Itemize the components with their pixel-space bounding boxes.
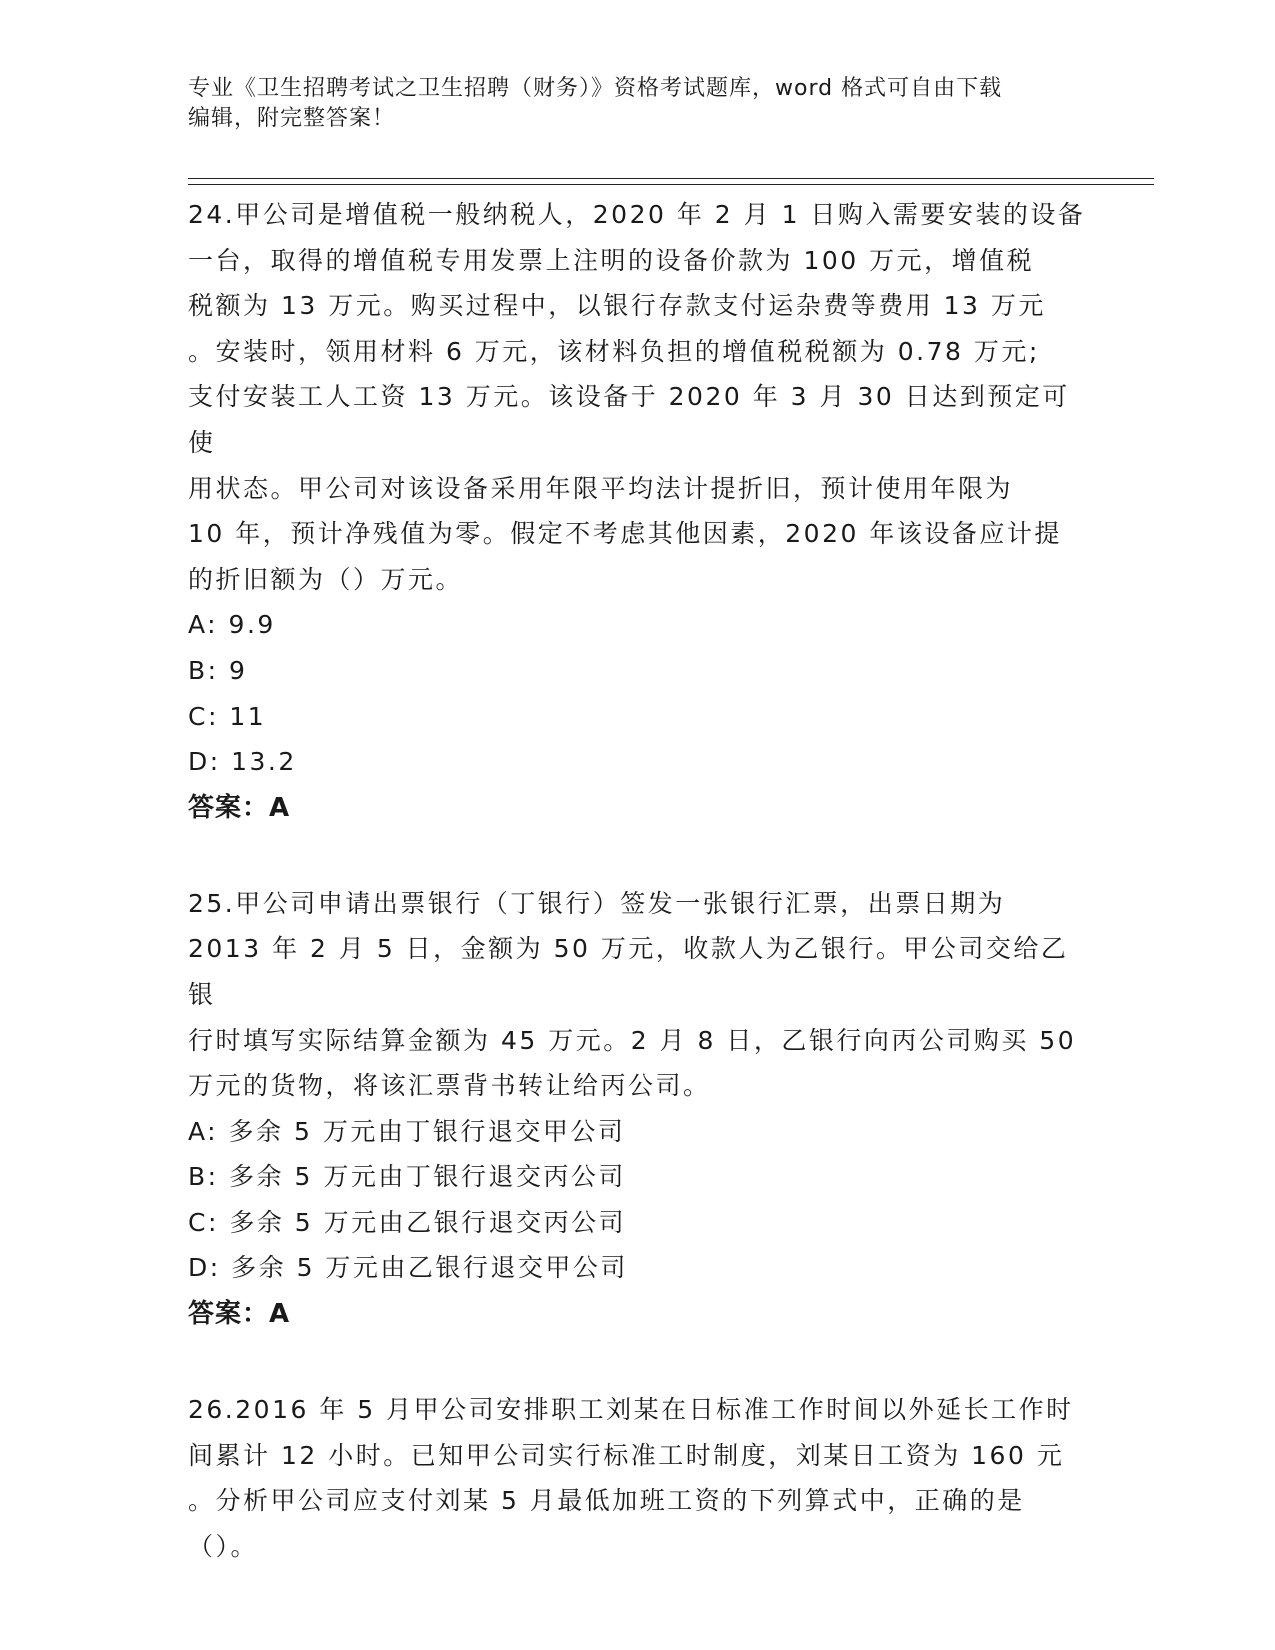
option-b: B: 多余 5 万元由丁银行退交丙公司 [188, 1162, 626, 1192]
option-d: D: 多余 5 万元由乙银行退交甲公司 [188, 1253, 628, 1283]
header-divider-top [188, 178, 1154, 179]
header-line-1: 专业《卫生招聘考试之卫生招聘（财务）》资格考试题库，word 格式可自由下载 [188, 76, 1003, 101]
question-25 [188, 881, 1088, 1337]
option-c: C: 11 [188, 701, 267, 731]
option-d: D: 13.2 [188, 747, 297, 777]
option-b: B: 9 [188, 655, 248, 685]
header-divider-bottom [188, 184, 1154, 185]
option-c: C: 多余 5 万元由乙银行退交丙公司 [188, 1207, 627, 1237]
answer-label: 答案：A [188, 792, 291, 823]
document-header [188, 74, 1068, 134]
question-24 [188, 192, 1088, 831]
question-26 [188, 1387, 1088, 1569]
option-a: A: 多余 5 万元由丁银行退交甲公司 [188, 1116, 626, 1146]
header-line-2: 编辑，附完整答案！ [188, 106, 396, 131]
answer-label: 答案：A [188, 1299, 291, 1330]
question-stem: 25.甲公司申请出票银行（丁银行）签发一张银行汇票，出票日期为 2013 年 2 月 5 日，金额为 50 万元，收款人为乙银行。甲公司交给乙银 行时填写实际结算金额为 45 万元。2 月 8 日，乙银行向丙公司购买 50 万元的货物，将该汇票背书转让给丙公司。 [188, 888, 1077, 1101]
option-a: A: 9.9 [188, 610, 276, 640]
question-stem: 26.2016 年 5 月甲公司安排职工刘某在日标准工作时间以外延长工作时 间累计 12 小时。已知甲公司实行标准工时制度，刘某日工资为 160 元 。分析甲公司应支付刘某 5 月最低加班工资的下列算式中，正确的是 （）。 [188, 1395, 1074, 1561]
question-stem: 24.甲公司是增值税一般纳税人，2020 年 2 月 1 日购入需要安装的设备 一台，取得的增值税专用发票上注明的设备价款为 100 万元，增值税 税额为 13 万元。购买过程中，以银行存款支付运杂费等费用 13 万元 。安装时，领用材料 6 万元，该材料负担的增值税税额为 0.78 万元; 支付安装工人工资 13 万元。该设备于 2020 年 3 月 30 日达到预定可使 用状态。甲公司对该设备采用年限平均法计提折旧，预计使用年限为 10 年，预计净残值为零。假定不考虑其他因素，2020 年该设备应计提 的折旧额为（）万元。 [188, 200, 1086, 594]
question-list [188, 192, 1088, 1619]
